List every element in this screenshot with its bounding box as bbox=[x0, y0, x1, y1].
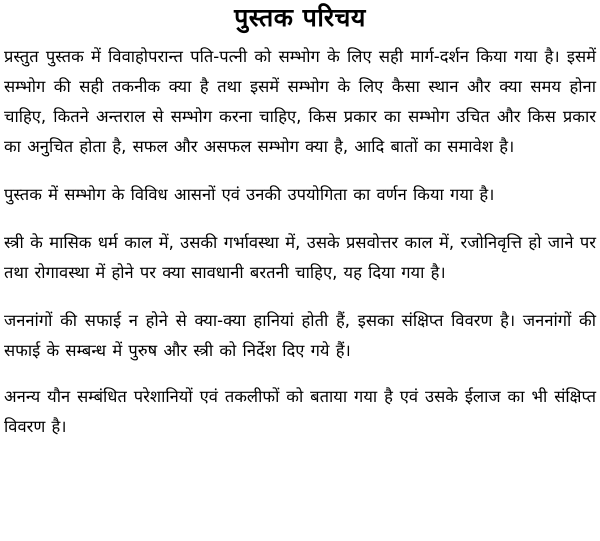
paragraph-precautions: स्त्री के मासिक धर्म काल में, उसकी गर्भावस्था में, उसके प्रसवोत्तर काल में, रजोनिवृत्ति हो जाने पर तथा रोगावस्था में होने पर क्या सावधानी बरतनी चाहिए, यह दिया गया है। bbox=[4, 233, 596, 282]
page-title: पुस्तक परिचय bbox=[234, 3, 366, 32]
paragraph-problems-treatment: अनन्य यौन सम्बंधित परेशानियों एवं तकलीफों को बताया गया है एवं उसके ईलाज का भी संक्षिप्त विवरण है। bbox=[4, 387, 596, 436]
paragraph-hygiene: जननांगों की सफाई न होने से क्या-क्या हानियां होती हैं, इसका संक्षिप्त विवरण है। जननांगों की सफाई के सम्बन्ध में पुरुष और स्त्री को निर्देश दिए गये हैं। bbox=[4, 311, 596, 360]
paragraph-postures: पुस्तक में सम्भोग के विविध आसनों एवं उनकी उपयोगिता का वर्णन किया गया है। bbox=[4, 185, 495, 204]
paragraph-marital-guidance: प्रस्तुत पुस्तक में विवाहोपरान्त पति-पत्नी को सम्भोग के लिए सही मार्ग-दर्शन किया गया है। इसमें सम्भोग की सही तकनीक क्या है तथा इसमें सम्भोग के लिए कैसा स्थान और क्या समय होना चाहिए, कितने अन्तराल से सम्भोग करना चाहिए, किस प्रकार का सम्भोग उचित और किस प्रकार का अनुचित होता है, सफल और असफल सम्भोग क्या है, आदि बातों का समावेश है। bbox=[4, 47, 596, 156]
